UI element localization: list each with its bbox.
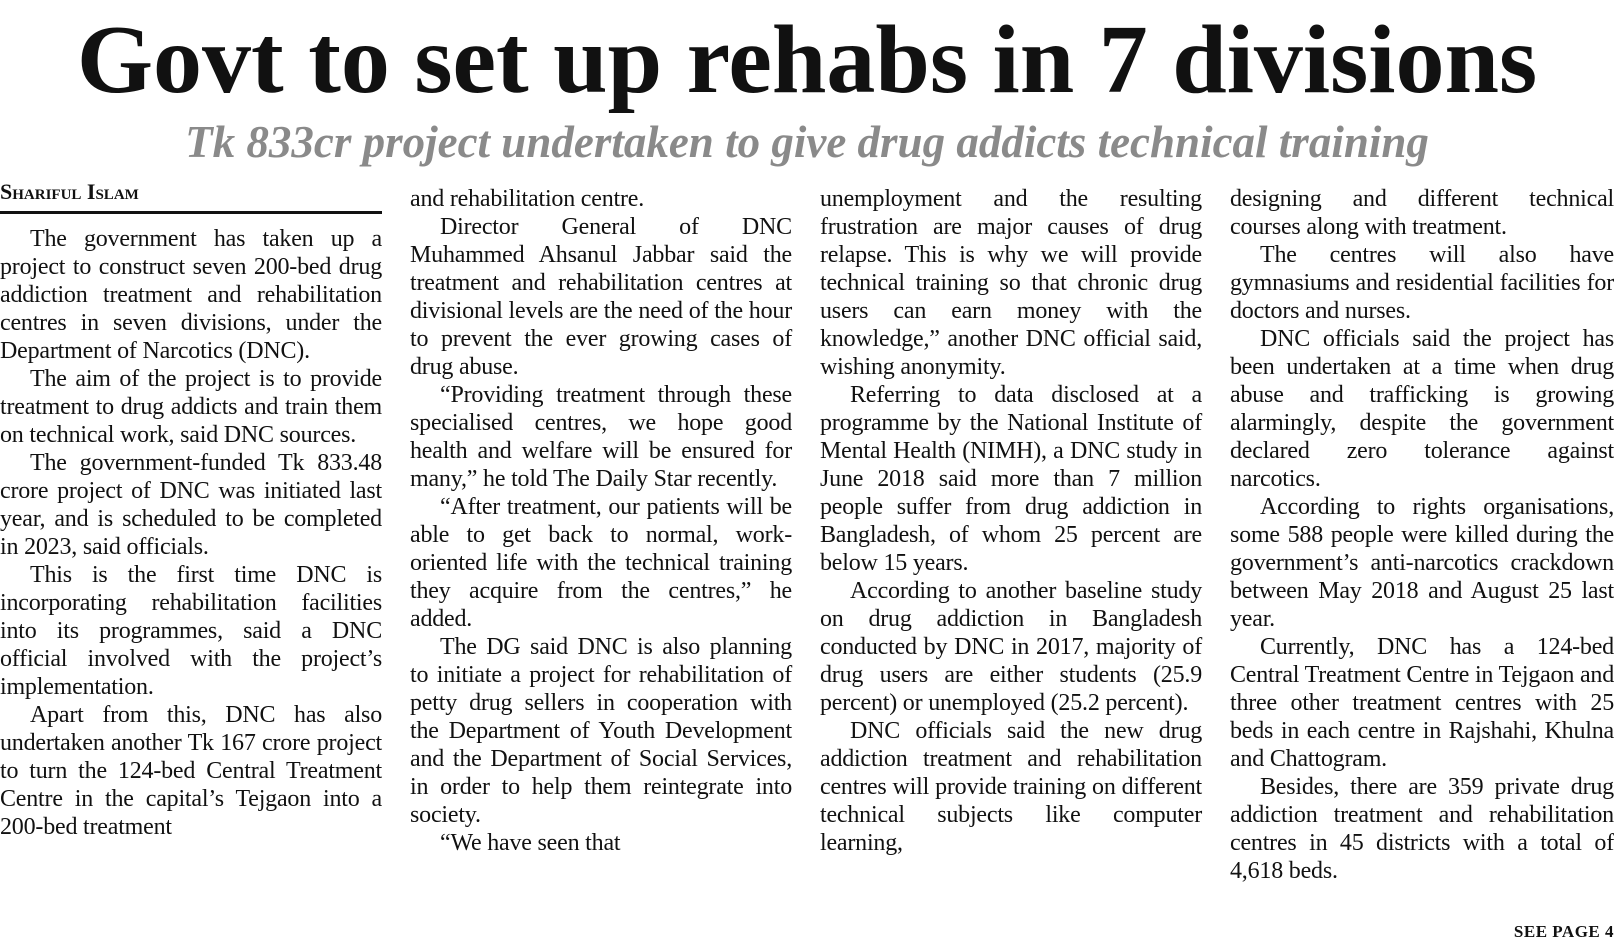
article-column-2 [410,185,792,857]
paragraph: The government has taken up a project to construct seven 200-bed drug addiction treatment and rehabilitation centres in seven divisions, under the Department of Narcotics (DNC). [0,226,382,364]
paragraph: The government-funded Tk 833.48 crore project of DNC was initiated last year, and is scheduled to be completed in 2023, said officials. [0,450,382,560]
article-column-4 [1230,185,1614,885]
paragraph: Besides, there are 359 private drug addiction treatment and rehabilitation centres in 45 districts with a total of 4,618 beds. [1230,774,1614,884]
headline: Govt to set up rehabs in 7 divisions [76,6,1538,114]
paragraph: DNC officials said the project has been undertaken at a time when drug abuse and trafficking is growing alarmingly, despite the government declared zero tolerance against narcotics. [1230,326,1614,492]
article-column-3 [820,185,1202,857]
paragraph: Director General of DNC Muhammed Ahsanul Jabbar said the treatment and rehabilitation centres at divisional levels are the need of the hour to prevent the ever growing cases of drug abuse. [410,214,792,380]
paragraph-continuation: unemployment and the resulting frustration are major causes of drug relapse. This is why we will provide technical training so that chronic drug users can earn money with the knowledge,” another DNC official said, wishing anonymity. [820,186,1202,380]
paragraph: Referring to data disclosed at a programme by the National Institute of Mental Health (NIMH), a DNC study in June 2018 said more than 7 million people suffer from drug addiction in Bangladesh, of whom 25 percent are below 15 years. [820,382,1202,576]
paragraph: “We have seen that [440,830,621,856]
paragraph: Apart from this, DNC has also undertaken another Tk 167 crore project to turn the 124-bed Central Treatment Centre in the capital’s Tejgaon into a 200-bed treatment [0,702,382,840]
paragraph: According to another baseline study on drug addiction in Bangladesh conducted by DNC in 2017, majority of drug users are either students (25.9 percent) or unemployed (25.2 percent). [820,578,1202,716]
paragraph-continuation: designing and different technical courses along with treatment. [1230,186,1614,240]
paragraph: Currently, DNC has a 124-bed Central Treatment Centre in Tejgaon and three other treatment centres with 25 beds in each centre in Rajshahi, Khulna and Chattogram. [1230,634,1614,772]
paragraph: “After treatment, our patients will be able to get back to normal, work-oriented life with the technical training they acquire from the centres,” he added. [410,494,792,632]
subheadline: Tk 833cr project undertaken to give drug addicts technical training [185,117,1429,167]
byline: Shariful Islam [0,177,382,214]
paragraph: DNC officials said the new drug addiction treatment and rehabilitation centres will provide training on different technical subjects like computer learning, [820,718,1202,856]
paragraph-continuation: and rehabilitation centre. [410,186,645,212]
article-column-1 [0,225,382,841]
paragraph: “Providing treatment through these specialised centres, we hope good health and welfare will be ensured for many,” he told The Daily Star recently. [410,382,792,492]
paragraph: The aim of the project is to provide treatment to drug addicts and train them on technical work, said DNC sources. [0,366,382,448]
paragraph: This is the first time DNC is incorporating rehabilitation facilities into its programmes, said a DNC official involved with the project’s implementation. [0,562,382,700]
paragraph: According to rights organisations, some 588 people were killed during the government’s anti-narcotics crackdown between May 2018 and August 25 last year. [1230,494,1614,632]
paragraph: The centres will also have gymnasiums and residential facilities for doctors and nurses. [1230,242,1614,324]
paragraph: The DG said DNC is also planning to initiate a project for rehabilitation of petty drug sellers in cooperation with the Department of Youth Development and the Department of Social Services, in order to help them reintegrate into society. [410,634,792,828]
jump-line-link[interactable]: SEE PAGE 4 [1513,922,1614,941]
